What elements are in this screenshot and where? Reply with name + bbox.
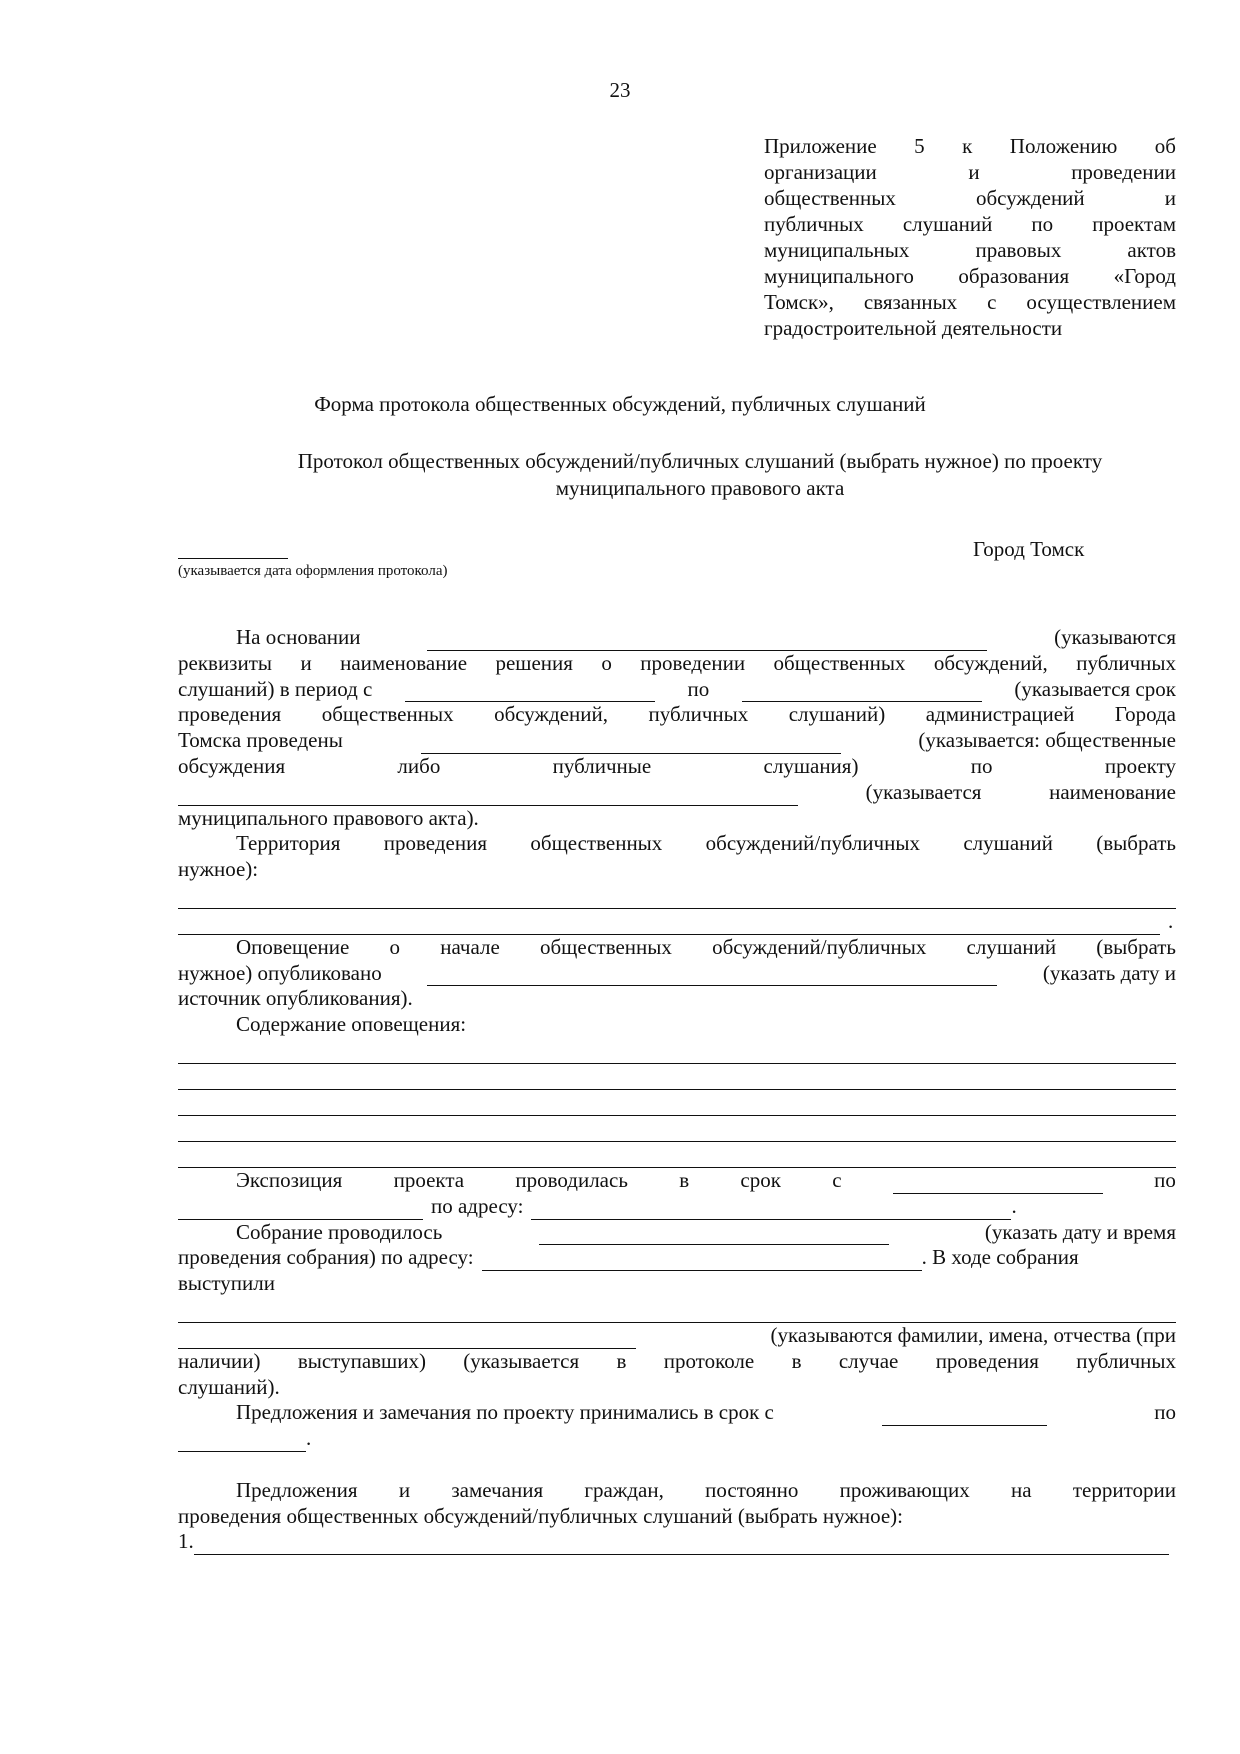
notice-content-blank[interactable] (178, 1097, 1176, 1116)
decision-blank[interactable] (427, 632, 987, 651)
list-number: 1. (178, 1529, 194, 1554)
text: проведения общественных обсуждений/публичных слушаний (выбрать нужное): (178, 1503, 903, 1528)
appendix-line: Приложение 5 к Положению об (764, 134, 1176, 158)
territory-blank[interactable] (178, 916, 1160, 935)
text: в (679, 1167, 690, 1192)
notice-content-blank[interactable] (178, 1123, 1176, 1142)
text: по адресу: (431, 1193, 524, 1218)
text: проекта (393, 1167, 465, 1192)
text: по (970, 753, 993, 778)
notice-content-blank[interactable] (178, 1045, 1176, 1064)
text: по (1154, 1400, 1176, 1425)
text: (указываются (1054, 625, 1176, 649)
appendix-line: организации и проведении (764, 160, 1176, 184)
proposals-end-blank[interactable] (178, 1433, 306, 1452)
appendix-line: муниципальных правовых актов (764, 238, 1176, 262)
appendix-line: общественных обсуждений и (764, 186, 1176, 210)
appendix-header (764, 133, 1176, 341)
text: обсуждения (178, 753, 286, 778)
text: Предложения и замечания граждан, постоянно проживающих на территории (236, 1477, 1176, 1502)
text: (указываются фамилии, имена, отчества (при (770, 1322, 1176, 1347)
protocol-title: Протокол общественных обсуждений/публичных слушаний (выбрать нужное) по проекту муниципального правового акта (297, 449, 1103, 500)
text: Предложения и замечания по проекту принимались в срок с (236, 1400, 774, 1425)
proposals-start-blank[interactable] (882, 1407, 1047, 1426)
page-number: 23 (609, 78, 631, 102)
meeting-datetime-blank[interactable] (539, 1226, 889, 1245)
appendix-line: градостроительной деятельности (764, 316, 1063, 340)
date-blank[interactable] (178, 538, 288, 559)
text: по (687, 676, 710, 701)
appendix-line: Томск», связанных с осуществлением (764, 290, 1176, 314)
text: слушания) (763, 753, 859, 778)
exposition-start-blank[interactable] (893, 1175, 1103, 1194)
text: (указывается (865, 779, 982, 804)
text: нужное) опубликовано (178, 960, 382, 985)
type-blank[interactable] (421, 735, 841, 754)
text: Территория проведения общественных обсуждений/публичных слушаний (выбрать (236, 831, 1176, 856)
text: . (1168, 908, 1174, 933)
text: либо (397, 753, 441, 778)
text: (указывается: общественные (918, 728, 1176, 753)
text: выступили (178, 1271, 275, 1296)
text: (указывается срок (1014, 676, 1176, 701)
text: реквизиты и наименование решения о проведении общественных обсуждений, публичных (178, 650, 1176, 675)
text: На основании (236, 625, 361, 649)
text: Экспозиция (236, 1167, 343, 1192)
text: . (306, 1426, 312, 1451)
text: Оповещение о начале общественных обсуждений/публичных слушаний (выбрать (236, 934, 1176, 959)
text: с (832, 1167, 842, 1192)
notice-content-blank[interactable] (178, 1071, 1176, 1090)
city-label: Город Томск (973, 537, 1085, 561)
appendix-line: муниципального образования «Город (764, 264, 1176, 288)
period-end-blank[interactable] (742, 683, 982, 702)
text: (указать дату и время (984, 1219, 1176, 1244)
text: публичные (552, 753, 652, 778)
territory-blank[interactable] (178, 890, 1176, 909)
text: муниципального правового акта). (178, 805, 479, 830)
text: нужное): (178, 857, 259, 882)
text: Собрание проводилось (236, 1219, 443, 1244)
text: Томска проведены (178, 728, 343, 753)
text: по (1154, 1167, 1176, 1192)
text: наличии) выступавших) (указывается в протоколе в случае проведения публичных (178, 1348, 1176, 1373)
citizen-proposal-blank[interactable] (194, 1536, 1169, 1555)
meeting-address-blank[interactable] (482, 1252, 922, 1271)
period-start-blank[interactable] (405, 683, 655, 702)
date-hint: (указывается дата оформления протокола) (178, 563, 448, 579)
text: проведения общественных обсуждений, публичных слушаний) администрацией Города (178, 702, 1176, 727)
text: . В ходе собрания (921, 1245, 1079, 1270)
form-title: Форма протокола общественных обсуждений, публичных слушаний (314, 392, 926, 416)
exposition-address-blank[interactable] (531, 1201, 1011, 1220)
exposition-end-blank[interactable] (178, 1201, 423, 1220)
text: Содержание оповещения: (236, 1012, 467, 1037)
text: слушаний). (178, 1374, 280, 1399)
protocol-body (178, 625, 1176, 1555)
text: проведения собрания) по адресу: (178, 1245, 474, 1270)
text: наименование (1049, 779, 1176, 804)
text: слушаний) в период с (178, 676, 373, 701)
speakers-blank[interactable] (178, 1330, 636, 1349)
act-name-blank[interactable] (178, 787, 798, 806)
notice-content-blank[interactable] (178, 1149, 1176, 1168)
text: проекту (1104, 753, 1176, 778)
text: (указать дату и (1042, 960, 1176, 985)
text: срок (740, 1167, 781, 1192)
text: . (1011, 1193, 1017, 1218)
speakers-blank[interactable] (178, 1304, 1176, 1323)
text: источник опубликования). (178, 986, 413, 1011)
appendix-line: публичных слушаний по проектам (764, 212, 1176, 236)
text: проводилась (515, 1167, 628, 1192)
publication-blank[interactable] (427, 967, 997, 986)
